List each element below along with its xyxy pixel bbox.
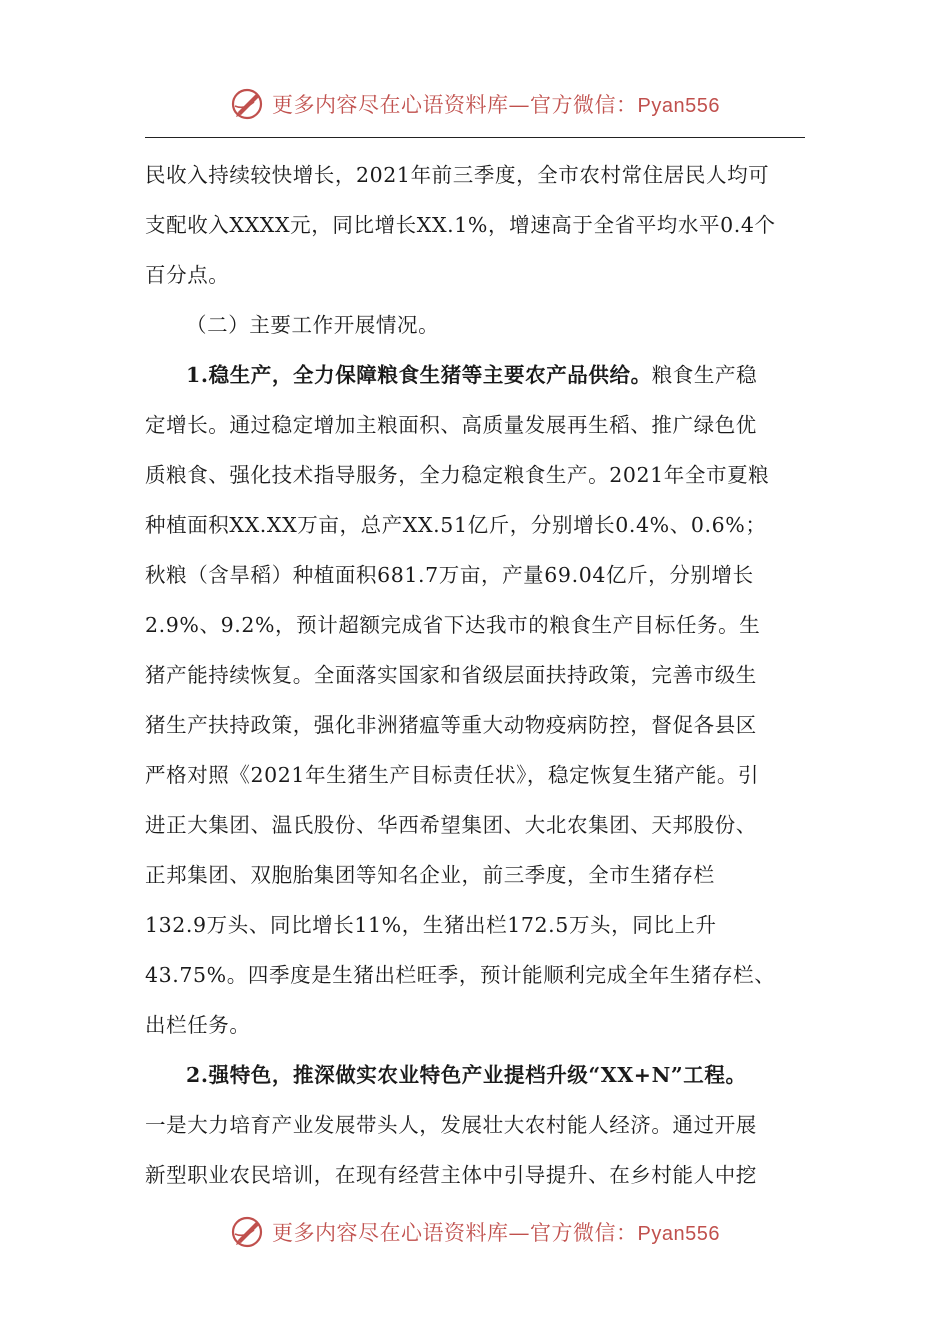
line-text: 43.75%。四季度是生猪出栏旺季，预计能顺利完成全年生猪存栏、 <box>145 963 776 987</box>
line-text: 132.9万头、同比增长11%，生猪出栏172.5万头，同比上升 <box>145 913 717 937</box>
body-line <box>145 600 805 650</box>
line-text: 百分点。 <box>145 263 230 287</box>
body-line <box>145 800 805 850</box>
line-text: 支配收入XXXX元，同比增长XX.1%，增速高于全省平均水平0.4个 <box>145 213 776 237</box>
footer-banner-text <box>272 1217 720 1247</box>
line-text: 民收入持续较快增长，2021年前三季度，全市农村常住居民人均可 <box>145 163 770 187</box>
body-line <box>145 900 805 950</box>
line-text: 正邦集团、双胞胎集团等知名企业，前三季度，全市生猪存栏 <box>145 863 715 887</box>
footer-banner <box>0 1210 950 1254</box>
line-text: 猪产能持续恢复。全面落实国家和省级层面扶持政策，完善市级生 <box>145 663 757 687</box>
body-line <box>145 500 805 550</box>
line-text: 严格对照《2021年生猪生产目标责任状》，稳定恢复生猪产能。引 <box>145 763 760 787</box>
body-line <box>145 750 805 800</box>
line-text: 新型职业农民培训，在现有经营主体中引导提升、在乡村能人中挖 <box>145 1163 757 1187</box>
body-line <box>145 350 805 400</box>
body-line <box>145 450 805 500</box>
body-line <box>145 400 805 450</box>
line-text: 粮食生产稳 <box>651 363 758 387</box>
line-text: 一是大力培育产业发展带头人，发展壮大农村能人经济。通过开展 <box>145 1113 757 1137</box>
body-line <box>145 1000 805 1050</box>
line-text: 秋粮（含旱稻）种植面积681.7万亩，产量69.04亿斤，分别增长 <box>145 563 754 587</box>
line-text: 猪生产扶持政策，强化非洲猪瘟等重大动物疫病防控，督促各县区 <box>145 713 757 737</box>
line-text: （二）主要工作开展情况。 <box>186 313 440 337</box>
line-text: 种植面积XX.XX万亩，总产XX.51亿斤，分别增长0.4%、0.6%； <box>145 513 767 537</box>
header-banner-wechat-id: Pyan556 <box>637 95 720 117</box>
subheading-text: 1.稳生产，全力保障粮食生猪等主要农产品供给。 <box>186 363 652 387</box>
header-banner-cn: 更多内容尽在心语资料库—官方微信： <box>272 93 638 117</box>
body-line <box>145 1050 805 1100</box>
header-banner <box>0 82 950 126</box>
body-line <box>145 850 805 900</box>
subheading-text: 2.强特色，推深做实农业特色产业提档升级“XX+N”工程。 <box>186 1063 747 1087</box>
header-banner-text <box>272 89 720 119</box>
line-text: 2.9%、9.2%，预计超额完成省下达我市的粮食生产目标任务。生 <box>145 613 761 637</box>
header-rule <box>145 137 805 138</box>
body-line <box>145 950 805 1000</box>
footer-banner-wechat-id: Pyan556 <box>637 1223 720 1245</box>
pen-logo-icon <box>230 86 266 122</box>
pen-logo-icon <box>230 1214 266 1250</box>
document-body <box>145 150 805 1200</box>
section-heading <box>145 300 805 350</box>
body-line <box>145 550 805 600</box>
line-text: 进正大集团、温氏股份、华西希望集团、大北农集团、天邦股份、 <box>145 813 757 837</box>
body-line <box>145 1100 805 1150</box>
body-line <box>145 650 805 700</box>
body-line <box>145 250 805 300</box>
footer-banner-cn: 更多内容尽在心语资料库—官方微信： <box>272 1221 638 1245</box>
body-line <box>145 700 805 750</box>
body-line <box>145 1150 805 1200</box>
line-text: 质粮食、强化技术指导服务，全力稳定粮食生产。2021年全市夏粮 <box>145 463 770 487</box>
line-text: 出栏任务。 <box>145 1013 251 1037</box>
body-line <box>145 150 805 200</box>
line-text: 定增长。通过稳定增加主粮面积、高质量发展再生稻、推广绿色优 <box>145 413 757 437</box>
body-line <box>145 200 805 250</box>
